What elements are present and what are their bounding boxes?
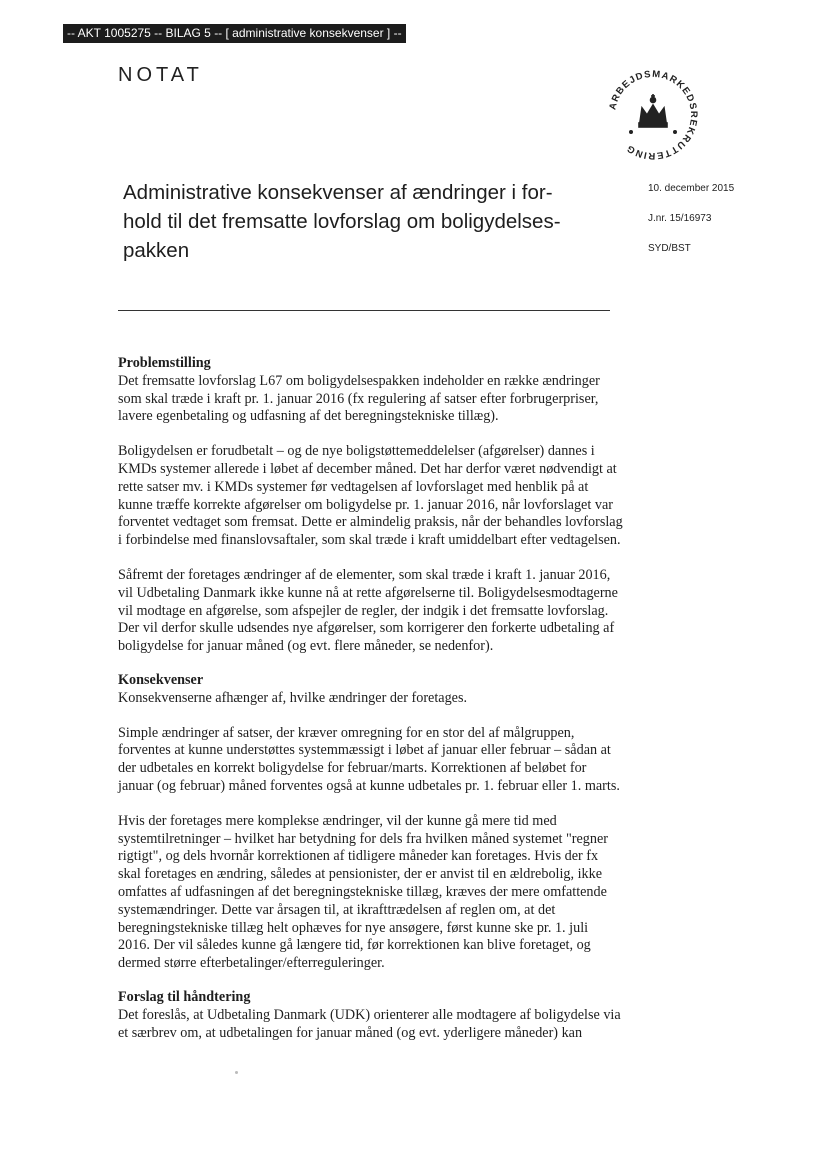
section-heading-consequences: Konsekvenser [118, 671, 204, 688]
document-body [118, 355, 623, 1059]
title-line: pakken [123, 239, 190, 262]
title-line: hold til det fremsatte lovforslag om boligydelses- [123, 210, 561, 233]
document-title [123, 178, 603, 265]
crown-icon [639, 94, 667, 127]
author-reference: SYD/BST [648, 243, 691, 254]
paragraph: Hvis der foretages mere komplekse ændringer, vil der kunne gå mere tid med systemtilretninger – hvilket har betydning for dels fra hvilken måned systemet "regner rigtigt", og dels hvornår korrektionen af tidligere måneder kan foretages. Hvis der fx skal foretages en ændring, således at pensionister, der er anvist til en ældrebolig, ikke omfattes af udfasningen af det beregningstekniske tillæg, kræves der mere omfattende systemændringer. Dette var årsagen til, at ikrafttrædelsen af reglen om, at det beregningstekniske tillæg helt ophæves for nye ansøgere, først kunne ske pr. 1. juli 2016. Der vil således kunne gå længere tid, før korrektionen kan blive foretaget, og dermed større efterbetalinger/efterreguleringer. [118, 812, 609, 972]
title-divider [118, 310, 610, 311]
svg-text:ARBEJDSMARKEDSREKRUTTERING: ARBEJDSMARKEDSREKRUTTERING [607, 68, 700, 162]
document-date: 10. december 2015 [648, 183, 735, 194]
section-heading-proposal: Forslag til håndtering [118, 988, 251, 1005]
title-line: Administrative konsekvenser af ændringer i for- [123, 181, 553, 204]
paragraph: Det fremsatte lovforslag L67 om boligydelsespakken indeholder en række ændringer som skal træde i kraft pr. 1. januar 2016 (fx regulering af satser efter forbrugerpriser, lavere egenbetaling og udfasning af det beregningstekniske tillæg). [118, 372, 600, 425]
agency-seal-logo [598, 60, 708, 170]
paragraph: Det foreslås, at Udbetaling Danmark (UDK) orienterer alle modtagere af boligydelse via et særbrev om, at udbetalingen for januar måned (og evt. yderligere måneder) kan [118, 1006, 621, 1041]
paragraph: Såfremt der foretages ændringer af de elementer, som skal træde i kraft 1. januar 2016, vil Udbetaling Danmark ikke kunne nå at rette afgørelserne til. Boligydelsesmodtagerne vil modtage en afgørelse, som afspejler de regler, der indgik i det fremsatte lovforslag. Der vil derfor skulle udsendes nye afgørelser, som korrigerer den forkerte udbetaling af boligydelse for januar måned (og evt. flere måneder, se nedenfor). [118, 566, 618, 655]
paragraph: Boligydelsen er forudbetalt – og de nye boligstøttemeddelelser (afgørelser) dannes i KMDs systemer allerede i løbet af december måned. Det har derfor været nødvendigt at rette satser mv. i KMDs systemer før vedtagelsen af lovforslaget med henblik på at kunne træffe korrekte afgørelser om boligydelse pr. 1. januar 2016, når lovforslaget var forventet vedtaget som fremsat. Dette er almindelig praksis, når der behandles lovforslag i forbindelse med finanslovsaftaler, som skal træde i kraft umiddelbart efter vedtagelsen. [118, 443, 623, 549]
scan-speck [235, 1071, 238, 1074]
document-type-label: NOTAT [118, 64, 203, 86]
journal-number: J.nr. 15/16973 [648, 213, 712, 224]
section-heading-problem: Problemstilling [118, 355, 211, 371]
paragraph: Konsekvenserne afhænger af, hvilke ændringer der foretages. [118, 689, 468, 706]
paragraph: Simple ændringer af satser, der kræver omregning for en stor del af målgruppen, forventes at kunne understøttes systemmæssigt i løbet af januar eller februar – sådan at der udbetales en korrekt boligydelse for februar/marts. Korrektionen af beløbet for januar (og februar) måned forventes også at kunne udbetales pr. 1. februar eller 1. marts. [118, 724, 620, 794]
document-id-banner: -- AKT 1005275 -- BILAG 5 -- [ administrative konsekvenser ] -- [63, 24, 406, 43]
